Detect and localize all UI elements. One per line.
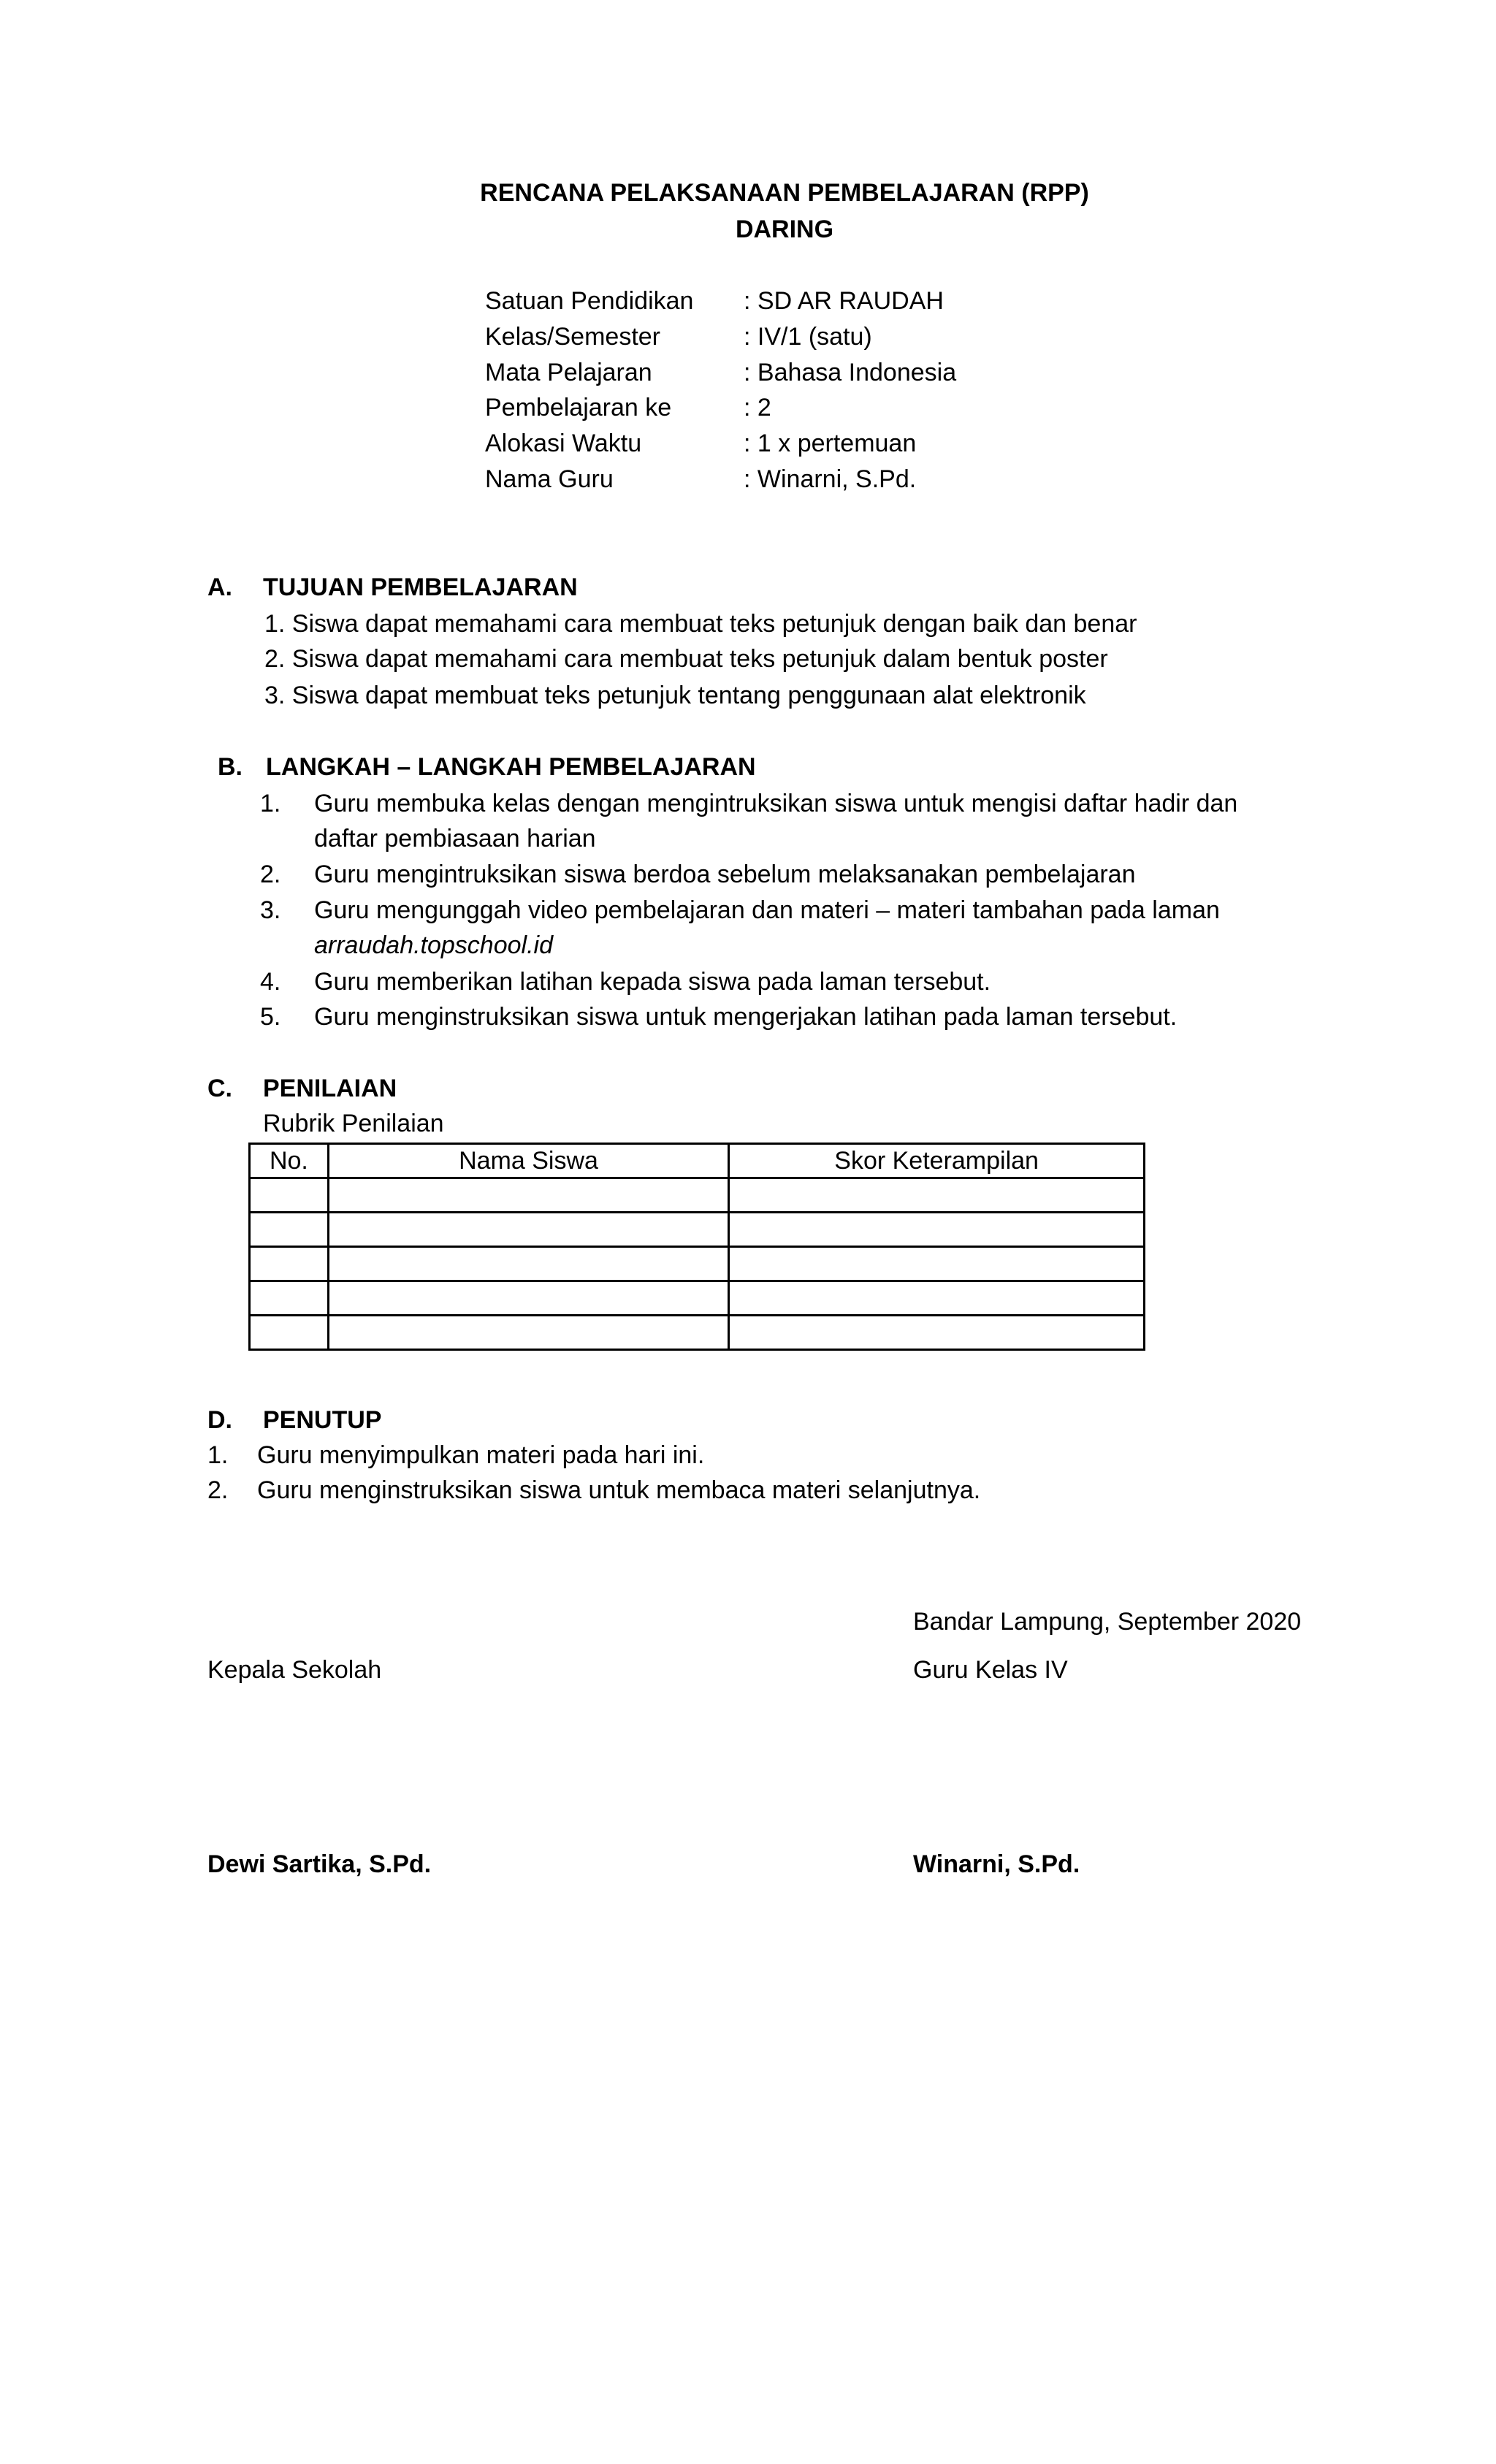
info-label-mapel: Mata Pelajaran [485, 359, 652, 386]
info-label-alokasi: Alokasi Waktu [485, 430, 642, 457]
list-item: Guru memberikan latihan kepada siswa pada laman tersebut. [314, 968, 991, 996]
list-item-number: 1. [207, 1441, 229, 1469]
rubric-title: Rubrik Penilaian [263, 1110, 444, 1137]
table-cell[interactable] [729, 1178, 1145, 1213]
list-item: Guru menginstruksikan siswa untuk mengerjakan latihan pada laman tersebut. [314, 1003, 1178, 1031]
section-a-letter: A. [207, 573, 232, 601]
list-item-number: 5. [260, 1003, 281, 1031]
info-value-pembelajaran: : 2 [744, 394, 771, 422]
table-cell[interactable] [250, 1178, 329, 1213]
info-label-pembelajaran: Pembelajaran ke [485, 394, 672, 422]
table-cell[interactable] [250, 1213, 329, 1247]
table-cell[interactable] [250, 1247, 329, 1281]
table-cell[interactable] [328, 1281, 728, 1316]
table-cell[interactable] [328, 1316, 728, 1350]
list-item-number: 2. [260, 861, 281, 888]
list-item: Guru menyimpulkan materi pada hari ini. [257, 1441, 705, 1469]
info-value-guru: : Winarni, S.Pd. [744, 465, 917, 493]
place-date: Bandar Lampung, September 2020 [913, 1608, 1302, 1636]
column-header-nama: Nama Siswa [328, 1144, 728, 1178]
website-link[interactable]: arraudah.topschool.id [314, 931, 554, 959]
list-item: 2. Siswa dapat memahami cara membuat teks petunjuk dalam bentuk poster [264, 645, 1108, 673]
teacher-name: Winarni, S.Pd. [913, 1850, 1080, 1878]
teacher-role: Guru Kelas IV [913, 1656, 1068, 1684]
table-cell[interactable] [729, 1213, 1145, 1247]
info-label-satuan: Satuan Pendidikan [485, 287, 694, 315]
list-item-continuation: daftar pembiasaan harian [314, 825, 596, 853]
section-a-heading: TUJUAN PEMBELAJARAN [263, 573, 578, 601]
document-title: RENCANA PELAKSANAAN PEMBELAJARAN (RPP) [480, 179, 1089, 207]
list-item-number: 2. [207, 1476, 229, 1504]
table-row [250, 1281, 1145, 1316]
info-label-kelas: Kelas/Semester [485, 323, 660, 351]
info-value-kelas: : IV/1 (satu) [744, 323, 872, 351]
list-item: Guru menginstruksikan siswa untuk membaca materi selanjutnya. [257, 1476, 981, 1504]
info-value-satuan: : SD AR RAUDAH [744, 287, 944, 315]
section-b-heading: LANGKAH – LANGKAH PEMBELAJARAN [266, 753, 756, 781]
section-c-letter: C. [207, 1075, 232, 1102]
column-header-no: No. [250, 1144, 329, 1178]
list-item: 1. Siswa dapat memahami cara membuat teks petunjuk dengan baik dan benar [264, 610, 1137, 638]
table-cell[interactable] [250, 1316, 329, 1350]
table-row [250, 1247, 1145, 1281]
principal-role: Kepala Sekolah [207, 1656, 382, 1684]
table-row [250, 1178, 1145, 1213]
section-c-heading: PENILAIAN [263, 1075, 397, 1102]
table-cell[interactable] [729, 1247, 1145, 1281]
list-item: Guru mengintruksikan siswa berdoa sebelum melaksanakan pembelajaran [314, 861, 1136, 888]
table-cell[interactable] [328, 1213, 728, 1247]
table-row [250, 1213, 1145, 1247]
list-item: 3. Siswa dapat membuat teks petunjuk tentang penggunaan alat elektronik [264, 682, 1086, 709]
list-item: Guru mengunggah video pembelajaran dan materi – materi tambahan pada laman [314, 896, 1220, 924]
table-cell[interactable] [250, 1281, 329, 1316]
list-item-number: 4. [260, 968, 281, 996]
list-item-number: 3. [260, 896, 281, 924]
table-cell[interactable] [328, 1178, 728, 1213]
table-cell[interactable] [328, 1247, 728, 1281]
rubric-table [248, 1143, 1145, 1351]
info-value-mapel: : Bahasa Indonesia [744, 359, 957, 386]
info-value-alokasi: : 1 x pertemuan [744, 430, 917, 457]
section-d-letter: D. [207, 1406, 232, 1434]
table-header-row [250, 1144, 1145, 1178]
list-item: Guru membuka kelas dengan mengintruksikan siswa untuk mengisi daftar hadir dan [314, 790, 1238, 817]
section-d-heading: PENUTUP [263, 1406, 382, 1434]
document-subtitle: DARING [735, 215, 834, 243]
column-header-skor: Skor Keterampilan [729, 1144, 1145, 1178]
table-cell[interactable] [729, 1281, 1145, 1316]
table-cell[interactable] [729, 1316, 1145, 1350]
section-b-letter: B. [218, 753, 243, 781]
principal-name: Dewi Sartika, S.Pd. [207, 1850, 432, 1878]
list-item-number: 1. [260, 790, 281, 817]
table-row [250, 1316, 1145, 1350]
info-label-guru: Nama Guru [485, 465, 614, 493]
